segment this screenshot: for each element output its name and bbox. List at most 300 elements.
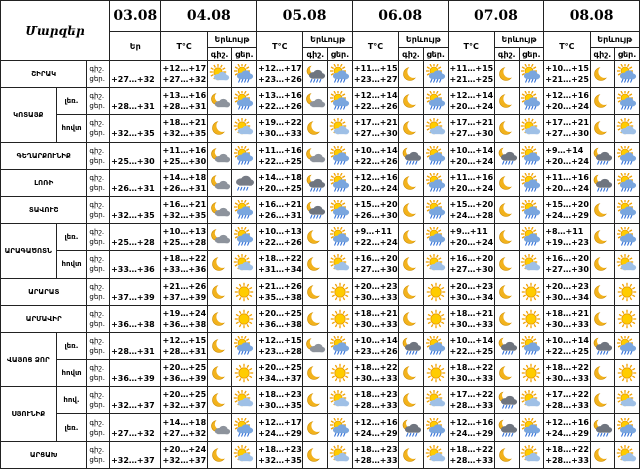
night-temp: +13…+16 xyxy=(258,91,302,101)
moon-icon xyxy=(399,118,423,138)
day0-temp: +26…+31 xyxy=(110,169,161,196)
night-temp: +18…+21 xyxy=(353,308,398,318)
day-temp: +30…+33 xyxy=(545,319,589,329)
day-temp: +36…+39 xyxy=(162,374,207,384)
temp-cell xyxy=(257,88,303,115)
day-weather-icon-cell xyxy=(519,360,544,387)
temp-header: T°C xyxy=(161,32,207,61)
temp-cell xyxy=(161,142,207,169)
temp-cell xyxy=(161,360,207,387)
date-header: 08.08 xyxy=(544,1,640,32)
day-weather-icon-cell xyxy=(232,224,257,251)
moon-icon xyxy=(495,91,519,111)
temp-cell xyxy=(257,360,303,387)
night-temp: +16…+21 xyxy=(162,200,207,210)
region-subzone: լեռ. xyxy=(56,224,87,251)
moon-icon xyxy=(495,309,519,329)
night-weather-icon-cell xyxy=(590,142,615,169)
sun-icon xyxy=(520,363,544,383)
day-temp: +32…+37 xyxy=(162,401,207,411)
night-subheader: գիշ. xyxy=(590,48,615,61)
period-labels xyxy=(87,251,110,278)
moon-icon xyxy=(591,390,615,410)
region-name: ԳԵՂԱՐՔՈՒՆԻՔ xyxy=(1,142,87,169)
night-weather-icon-cell xyxy=(590,278,615,305)
day-weather-icon-cell xyxy=(519,142,544,169)
region-subzone: հով. xyxy=(56,387,87,414)
temp-cell xyxy=(352,441,398,468)
temp-cell xyxy=(352,169,398,196)
night-label: գիշ. xyxy=(89,201,105,210)
day-temp: +25…+28 xyxy=(162,238,207,248)
night-weather-icon-cell xyxy=(303,387,328,414)
sun-cloud-rain-icon xyxy=(424,227,448,247)
night-label: գիշ. xyxy=(89,364,105,373)
day-weather-icon-cell xyxy=(423,88,448,115)
night-temp: +18…+22 xyxy=(449,444,494,454)
period-labels xyxy=(87,88,110,115)
temp-cell xyxy=(448,441,494,468)
region-name: ԿՈՏԱՅՔ xyxy=(1,88,57,142)
night-label: գիշ. xyxy=(89,92,105,101)
region-subzone: հովտ xyxy=(56,360,87,387)
night-label: գիշ. xyxy=(89,65,105,74)
temp-cell xyxy=(352,142,398,169)
temp-cell xyxy=(352,224,398,251)
day-temp: +28…+33 xyxy=(545,401,589,411)
temp-cell xyxy=(352,360,398,387)
day-weather-icon-cell xyxy=(232,169,257,196)
night-weather-icon-cell xyxy=(494,88,519,115)
temp-cell xyxy=(161,387,207,414)
night-temp: +18…+21 xyxy=(545,308,589,318)
night-temp: +18…+22 xyxy=(545,444,589,454)
temp-cell xyxy=(257,61,303,88)
sun-cloud-icon xyxy=(232,254,256,274)
day-subheader: ցեր. xyxy=(328,48,353,61)
day-weather-icon-cell xyxy=(423,196,448,223)
temp-cell xyxy=(448,251,494,278)
day-temp: +27…+30 xyxy=(545,129,589,139)
region-row xyxy=(1,360,640,387)
night-temp: +18…+22 xyxy=(162,254,207,264)
day-temp: +27…+30 xyxy=(449,265,494,275)
sun-icon xyxy=(520,282,544,302)
sun-cloud-rain-icon xyxy=(615,173,639,193)
temp-cell xyxy=(257,115,303,142)
day-temp: +28…+33 xyxy=(353,401,398,411)
moon-icon xyxy=(208,445,232,465)
temp-cell xyxy=(544,278,590,305)
temp-cell xyxy=(161,224,207,251)
day-temp: +28…+33 xyxy=(449,401,494,411)
temp-cell xyxy=(544,224,590,251)
night-weather-icon-cell xyxy=(207,115,232,142)
temp-cell xyxy=(352,61,398,88)
sun-cloud-rain-icon xyxy=(328,64,352,84)
day-label: ցեր. xyxy=(89,401,105,410)
day-temp: +30…+34 xyxy=(545,292,589,302)
day-temp: +20…+24 xyxy=(353,183,398,193)
moon-icon xyxy=(495,200,519,220)
night-temp: +12…+16 xyxy=(449,417,494,427)
period-labels xyxy=(87,414,110,441)
sun-cloud-rain-icon xyxy=(615,227,639,247)
night-weather-icon-cell xyxy=(494,224,519,251)
day0-temp: +27…+32 xyxy=(110,61,161,88)
period-labels xyxy=(87,224,110,251)
period-labels xyxy=(87,196,110,223)
sun-cloud-rain-icon xyxy=(424,418,448,438)
day-weather-icon-cell xyxy=(615,305,640,332)
night-temp: +10…+14 xyxy=(353,145,398,155)
sun-cloud-icon xyxy=(520,390,544,410)
night-weather-icon-cell xyxy=(207,169,232,196)
moon-cloud-rain-icon xyxy=(495,336,519,356)
night-temp: +18…+22 xyxy=(545,363,589,373)
night-weather-icon-cell xyxy=(303,169,328,196)
region-row xyxy=(1,115,640,142)
sun-cloud-icon xyxy=(328,254,352,274)
moon-cloud-icon xyxy=(208,227,232,247)
sun-icon xyxy=(424,282,448,302)
sun-cloud-icon xyxy=(232,390,256,410)
temp-cell xyxy=(352,414,398,441)
day-weather-icon-cell xyxy=(519,169,544,196)
day-temp: +20…+24 xyxy=(449,102,494,112)
day-label: ցեր. xyxy=(89,102,105,111)
night-temp: +16…+20 xyxy=(449,254,494,264)
moon-cloud-rain-icon xyxy=(303,173,327,193)
sun-cloud-rain-icon xyxy=(232,227,256,247)
night-weather-icon-cell xyxy=(399,251,424,278)
day-weather-icon-cell xyxy=(232,360,257,387)
day-weather-icon-cell xyxy=(423,360,448,387)
moon-cloud-rain-icon xyxy=(495,390,519,410)
day-subheader: ցեր. xyxy=(423,48,448,61)
day-temp: +30…+33 xyxy=(449,319,494,329)
temp-cell xyxy=(352,196,398,223)
moon-icon xyxy=(591,254,615,274)
temp-cell xyxy=(257,169,303,196)
day-weather-icon-cell xyxy=(232,61,257,88)
sun-cloud-rain-icon xyxy=(520,64,544,84)
temp-cell xyxy=(544,88,590,115)
temp-cell xyxy=(448,224,494,251)
sun-cloud-icon xyxy=(232,445,256,465)
sun-cloud-rain-icon xyxy=(232,418,256,438)
period-labels xyxy=(87,360,110,387)
day-temp: +26…+31 xyxy=(258,211,302,221)
moon-icon xyxy=(303,363,327,383)
day-temp: +22…+25 xyxy=(545,346,589,356)
region-row xyxy=(1,88,640,115)
temp-cell xyxy=(448,88,494,115)
sun-icon xyxy=(328,309,352,329)
night-weather-icon-cell xyxy=(494,414,519,441)
day-temp: +24…+29 xyxy=(545,211,589,221)
temp-cell xyxy=(544,61,590,88)
moon-icon xyxy=(495,227,519,247)
night-temp: +18…+23 xyxy=(258,390,302,400)
day-temp: +24…+29 xyxy=(545,428,589,438)
moon-icon xyxy=(495,118,519,138)
night-weather-icon-cell xyxy=(399,196,424,223)
day-label: ցեր. xyxy=(89,211,105,220)
sun-icon xyxy=(232,309,256,329)
night-temp: +12…+17 xyxy=(162,64,207,74)
day-weather-icon-cell xyxy=(328,278,353,305)
temp-cell xyxy=(257,332,303,359)
moon-cloud-rain-icon xyxy=(399,336,423,356)
temp-cell xyxy=(161,196,207,223)
night-temp: +20…+25 xyxy=(258,308,302,318)
temp-cell xyxy=(448,360,494,387)
day-temp: +22…+26 xyxy=(353,102,398,112)
moon-cloud-icon xyxy=(208,173,232,193)
moon-icon xyxy=(208,254,232,274)
day-weather-icon-cell xyxy=(615,115,640,142)
night-temp: +11…+16 xyxy=(449,172,494,182)
day-weather-icon-cell xyxy=(423,251,448,278)
night-temp: +10…+13 xyxy=(258,227,302,237)
night-temp: +15…+20 xyxy=(353,200,398,210)
sun-cloud-icon xyxy=(328,118,352,138)
day-weather-icon-cell xyxy=(615,387,640,414)
day-weather-icon-cell xyxy=(615,88,640,115)
day-temp: +30…+33 xyxy=(353,374,398,384)
night-temp: +11…+16 xyxy=(545,172,589,182)
day-weather-icon-cell xyxy=(328,88,353,115)
night-temp: +11…+16 xyxy=(258,145,302,155)
night-temp: +12…+17 xyxy=(258,417,302,427)
day-label: ցեր. xyxy=(89,292,105,301)
day-weather-icon-cell xyxy=(232,251,257,278)
day-temp: +30…+33 xyxy=(258,129,302,139)
day-temp: +24…+29 xyxy=(353,428,398,438)
day-weather-icon-cell xyxy=(615,196,640,223)
night-label: գիշ. xyxy=(89,173,105,182)
day-label: ցեր. xyxy=(89,319,105,328)
day-weather-icon-cell xyxy=(232,305,257,332)
night-temp: +18…+23 xyxy=(353,444,398,454)
night-weather-icon-cell xyxy=(399,387,424,414)
day-temp: +20…+25 xyxy=(258,183,302,193)
night-temp: +19…+24 xyxy=(162,308,207,318)
day-label: ցեր. xyxy=(89,238,105,247)
night-weather-icon-cell xyxy=(399,414,424,441)
day0-temp: +36…+38 xyxy=(110,305,161,332)
night-label: գիշ. xyxy=(89,418,105,427)
sun-cloud-rain-icon xyxy=(328,91,352,111)
night-weather-icon-cell xyxy=(590,414,615,441)
day-label: ցեր. xyxy=(89,156,105,165)
temp-cell xyxy=(544,414,590,441)
day-label: ցեր. xyxy=(89,183,105,192)
night-temp: +17…+21 xyxy=(449,118,494,128)
temp-header: T°C xyxy=(544,32,590,61)
moon-icon xyxy=(208,118,232,138)
night-temp: +10…+14 xyxy=(545,335,589,345)
day-temp: +27…+30 xyxy=(545,265,589,275)
night-weather-icon-cell xyxy=(303,142,328,169)
day-weather-icon-cell xyxy=(423,441,448,468)
moon-icon xyxy=(399,64,423,84)
temp-cell xyxy=(448,305,494,332)
day-label: ցեր. xyxy=(89,346,105,355)
day-temp: +20…+24 xyxy=(545,156,589,166)
sun-cloud-rain-icon xyxy=(424,200,448,220)
day0-temp: +32…+37 xyxy=(110,441,161,468)
night-temp: +12…+14 xyxy=(449,91,494,101)
night-temp: +21…+26 xyxy=(162,281,207,291)
sun-icon xyxy=(232,282,256,302)
day0-temp: +36…+39 xyxy=(110,360,161,387)
day-temp: +23…+26 xyxy=(353,346,398,356)
temp-header: T°C xyxy=(448,32,494,61)
sun-cloud-icon xyxy=(615,254,639,274)
moon-icon xyxy=(591,227,615,247)
day-temp: +32…+37 xyxy=(162,455,207,465)
night-temp: +14…+18 xyxy=(162,172,207,182)
temp-cell xyxy=(448,278,494,305)
region-subzone: լեռ. xyxy=(56,414,87,441)
marz-header: Մարզեր xyxy=(1,1,110,61)
region-name: ՍՅՈՒՆԻՔ xyxy=(1,387,57,441)
night-label: գիշ. xyxy=(89,228,105,237)
day-weather-icon-cell xyxy=(519,61,544,88)
night-temp: +10…+14 xyxy=(353,335,398,345)
day-temp: +35…+38 xyxy=(258,292,302,302)
day-temp: +28…+31 xyxy=(162,102,207,112)
day0-temp: +28…+31 xyxy=(110,332,161,359)
night-label: գիշ. xyxy=(89,336,105,345)
night-temp: +11…+15 xyxy=(353,64,398,74)
moon-icon xyxy=(591,200,615,220)
day-weather-icon-cell xyxy=(615,414,640,441)
night-temp: +12…+16 xyxy=(545,91,589,101)
day-temp: +30…+33 xyxy=(449,374,494,384)
day-temp: +32…+35 xyxy=(258,455,302,465)
moon-cloud-icon xyxy=(208,146,232,166)
night-temp: +12…+16 xyxy=(353,417,398,427)
period-labels xyxy=(87,441,110,468)
date-header: 06.08 xyxy=(352,1,448,32)
day-weather-icon-cell xyxy=(615,332,640,359)
region-name: ՏԱՎՈՒՇ xyxy=(1,196,87,223)
night-weather-icon-cell xyxy=(207,142,232,169)
day-temp: +24…+28 xyxy=(449,211,494,221)
night-weather-icon-cell xyxy=(494,196,519,223)
night-weather-icon-cell xyxy=(494,360,519,387)
day-weather-icon-cell xyxy=(423,169,448,196)
night-weather-icon-cell xyxy=(303,360,328,387)
moon-icon xyxy=(495,363,519,383)
night-weather-icon-cell xyxy=(590,88,615,115)
night-temp: +16…+21 xyxy=(258,200,302,210)
night-temp: +20…+25 xyxy=(162,363,207,373)
night-temp: +16…+20 xyxy=(353,254,398,264)
moon-cloud-icon xyxy=(303,336,327,356)
day-weather-icon-cell xyxy=(615,251,640,278)
day-weather-icon-cell xyxy=(423,387,448,414)
night-weather-icon-cell xyxy=(494,61,519,88)
moon-icon xyxy=(399,227,423,247)
day-weather-icon-cell xyxy=(328,196,353,223)
day0-phen-header: Եր xyxy=(110,32,161,61)
night-weather-icon-cell xyxy=(590,441,615,468)
day-weather-icon-cell xyxy=(423,414,448,441)
region-row xyxy=(1,224,640,251)
day-temp: +23…+26 xyxy=(258,75,302,85)
day-temp: +21…+25 xyxy=(545,75,589,85)
night-temp: +21…+26 xyxy=(258,281,302,291)
temp-cell xyxy=(448,169,494,196)
sun-cloud-rain-icon xyxy=(615,64,639,84)
night-weather-icon-cell xyxy=(303,441,328,468)
day-temp: +27…+30 xyxy=(449,129,494,139)
sun-cloud-rain-icon xyxy=(328,336,352,356)
day-temp: +28…+33 xyxy=(449,455,494,465)
region-name: ԼՈՌԻ xyxy=(1,169,87,196)
moon-icon xyxy=(399,254,423,274)
night-weather-icon-cell xyxy=(207,278,232,305)
night-weather-icon-cell xyxy=(590,251,615,278)
temp-cell xyxy=(448,142,494,169)
day-weather-icon-cell xyxy=(423,115,448,142)
sun-cloud-icon xyxy=(424,445,448,465)
day-weather-icon-cell xyxy=(519,251,544,278)
moon-icon xyxy=(399,445,423,465)
night-temp: +18…+23 xyxy=(258,444,302,454)
temp-cell xyxy=(352,387,398,414)
sun-icon xyxy=(615,309,639,329)
sun-cloud-rain-icon xyxy=(232,91,256,111)
night-weather-icon-cell xyxy=(494,115,519,142)
moon-icon xyxy=(208,336,232,356)
day-weather-icon-cell xyxy=(232,278,257,305)
region-name: ՇԻՐԱԿ xyxy=(1,61,87,88)
night-weather-icon-cell xyxy=(399,224,424,251)
night-weather-icon-cell xyxy=(303,196,328,223)
temp-cell xyxy=(257,278,303,305)
day0-temp: +25…+30 xyxy=(110,142,161,169)
night-temp: +20…+25 xyxy=(258,363,302,373)
night-label: գիշ. xyxy=(89,445,105,454)
day-temp: +30…+35 xyxy=(258,401,302,411)
temp-cell xyxy=(544,251,590,278)
sun-cloud-icon xyxy=(424,390,448,410)
day-weather-icon-cell xyxy=(519,305,544,332)
moon-icon xyxy=(399,91,423,111)
temp-cell xyxy=(544,169,590,196)
region-row xyxy=(1,414,640,441)
period-labels xyxy=(87,305,110,332)
sun-cloud-rain-icon xyxy=(232,64,256,84)
day-temp: +22…+26 xyxy=(258,238,302,248)
moon-icon xyxy=(399,173,423,193)
day-weather-icon-cell xyxy=(328,142,353,169)
date-header: 04.08 xyxy=(161,1,257,32)
sun-cloud-rain-icon xyxy=(520,418,544,438)
night-temp: +18…+21 xyxy=(449,308,494,318)
night-label: գիշ. xyxy=(89,309,105,318)
day-temp: +34…+37 xyxy=(258,374,302,384)
moon-cloud-icon xyxy=(208,200,232,220)
sun-icon xyxy=(615,282,639,302)
night-temp: +20…+23 xyxy=(545,281,589,291)
night-weather-icon-cell xyxy=(399,169,424,196)
